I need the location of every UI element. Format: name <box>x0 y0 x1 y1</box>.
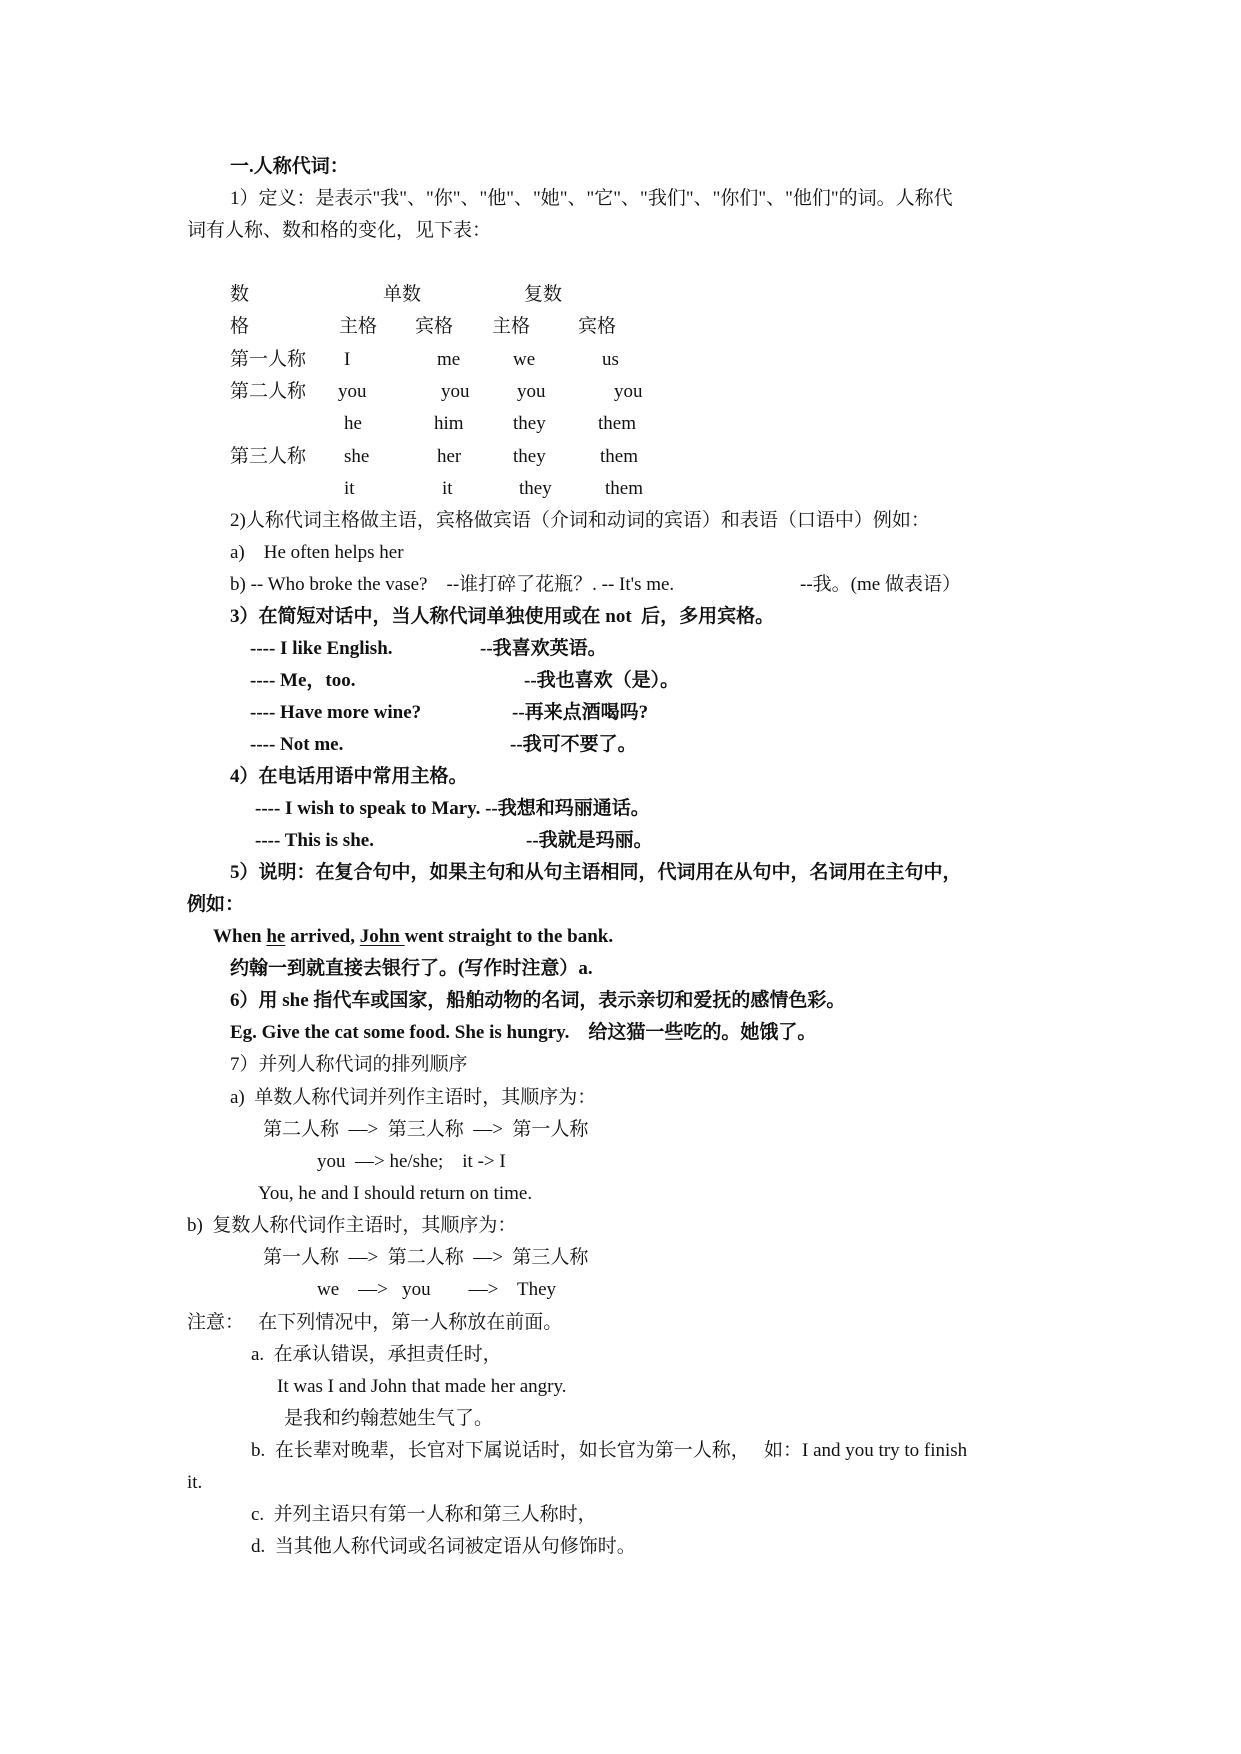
note-c: c. 并列主语只有第一人称和第三人称时， <box>251 1504 597 1525</box>
table-cell: you <box>441 381 470 402</box>
dialog-en: ---- Have more wine? <box>250 702 422 723</box>
table-header-number: 数 <box>230 284 250 305</box>
section-7-b-example: we —> you —> They <box>317 1279 557 1300</box>
section-6-example: Eg. Give the cat some food. She is hungry. 给这猫一些吃的。她饿了。 <box>230 1022 817 1043</box>
section-6-title: 6）用 she 指代车或国家，船舶动物的名词，表示亲切和爱抚的感情色彩。 <box>230 990 846 1011</box>
table-cell: they <box>519 478 552 499</box>
section-3-title: 3）在简短对话中，当人称代词单独使用或在 not 后，多用宾格。 <box>230 606 775 627</box>
dialog-zh: --我喜欢英语。 <box>480 638 607 659</box>
example-part: went straight to the bank. <box>404 926 614 947</box>
table-cell: they <box>513 446 546 467</box>
dialog-zh: --我可不要了。 <box>510 734 637 755</box>
example-b-answer: --我。(me 做表语） <box>800 574 961 595</box>
table-header-obj-pl: 宾格 <box>578 316 617 337</box>
table-cell: they <box>513 413 546 434</box>
example-a: a) He often helps her <box>230 542 404 563</box>
dialog-en: ---- Me，too. <box>250 670 356 691</box>
note-a-english: It was I and John that made her angry. <box>277 1376 567 1397</box>
note-a: a. 在承认错误，承担责任时， <box>251 1344 502 1365</box>
table-header-obj-sg: 宾格 <box>415 316 454 337</box>
table-cell: me <box>437 349 461 370</box>
phone-dialog-1: ---- I wish to speak to Mary. --我想和玛丽通话。 <box>255 798 650 819</box>
section-5-line-1: 5）说明：在复合句中，如果主句和从句主语相同，代词用在从句中，名词用在主句中， <box>230 862 962 883</box>
table-cell: I <box>344 349 351 370</box>
table-header-case: 格 <box>230 316 250 337</box>
section-2-text: 2)人称代词主格做主语，宾格做宾语（介词和动词的宾语）和表语（口语中）例如： <box>230 510 930 531</box>
note-b-continued: it. <box>187 1472 203 1493</box>
table-cell: we <box>513 349 536 370</box>
underlined-he: he <box>266 926 286 947</box>
table-cell: him <box>434 413 464 434</box>
table-cell: she <box>344 446 370 467</box>
table-cell: you <box>614 381 643 402</box>
section-heading: 一.人称代词： <box>230 156 349 177</box>
table-header-singular: 单数 <box>383 284 422 305</box>
section-7-a-sentence: You, he and I should return on time. <box>258 1183 533 1204</box>
definition-line-1: 1）定义：是表示"我"、"你"、"他"、"她"、"它"、"我们"、"你们"、"他们"的词。人称代 <box>230 188 953 209</box>
example-sentence <box>213 925 613 949</box>
table-cell: them <box>600 446 638 467</box>
table-header-plural: 复数 <box>524 284 563 305</box>
dialog-zh: --再来点酒喝吗? <box>512 702 649 723</box>
table-cell: them <box>598 413 636 434</box>
note-title: 注意： 在下列情况中，第一人称放在前面。 <box>187 1312 563 1333</box>
table-row-label: 第二人称 <box>230 381 307 402</box>
dialog-en: ---- I like English. <box>250 638 393 659</box>
section-7-b-order: 第一人称 —> 第二人称 —> 第三人称 <box>263 1247 589 1268</box>
section-7-title: 7）并列人称代词的排列顺序 <box>230 1054 468 1075</box>
phone-dialog-2-zh: --我就是玛丽。 <box>526 830 653 851</box>
example-translation: 约翰一到就直接去银行了。(写作时注意）a. <box>230 958 593 979</box>
example-b: b) -- Who broke the vase? --谁打碎了花瓶？. -- It's me. <box>230 574 675 595</box>
phone-dialog-2-en: ---- This is she. <box>255 830 374 851</box>
section-5-line-2: 例如： <box>187 894 245 915</box>
table-cell: it <box>442 478 453 499</box>
section-7-a-order: 第二人称 —> 第三人称 —> 第一人称 <box>263 1119 589 1140</box>
note-b: b. 在长辈对晚辈，长官对下属说话时，如长官为第一人称， 如：I and you try to finish <box>251 1440 968 1461</box>
example-part: arrived, <box>285 926 360 947</box>
table-cell: her <box>437 446 462 467</box>
table-cell: he <box>344 413 362 434</box>
section-7-a-example: you —> he/she; it -> I <box>317 1151 506 1172</box>
table-cell: you <box>338 381 367 402</box>
table-cell: us <box>602 349 619 370</box>
example-part: When <box>213 926 267 947</box>
underlined-john: John <box>359 926 405 947</box>
dialog-zh: --我也喜欢（是）。 <box>524 670 680 691</box>
table-cell: them <box>605 478 643 499</box>
note-d: d. 当其他人称代词或名词被定语从句修饰时。 <box>251 1536 636 1557</box>
note-a-chinese: 是我和约翰惹她生气了。 <box>284 1408 494 1429</box>
table-row-label: 第一人称 <box>230 349 307 370</box>
section-4-title: 4）在电话用语中常用主格。 <box>230 766 468 787</box>
section-7-b-title: b) 复数人称代词作主语时，其顺序为： <box>187 1215 517 1236</box>
table-row-label: 第三人称 <box>230 446 307 467</box>
table-header-subj-pl: 主格 <box>492 316 531 337</box>
table-cell: it <box>344 478 355 499</box>
dialog-en: ---- Not me. <box>250 734 344 755</box>
section-7-a-title: a) 单数人称代词并列作主语时，其顺序为： <box>230 1087 597 1108</box>
table-header-subj-sg: 主格 <box>339 316 378 337</box>
table-cell: you <box>517 381 546 402</box>
definition-line-2: 词有人称、数和格的变化，见下表： <box>187 220 492 241</box>
